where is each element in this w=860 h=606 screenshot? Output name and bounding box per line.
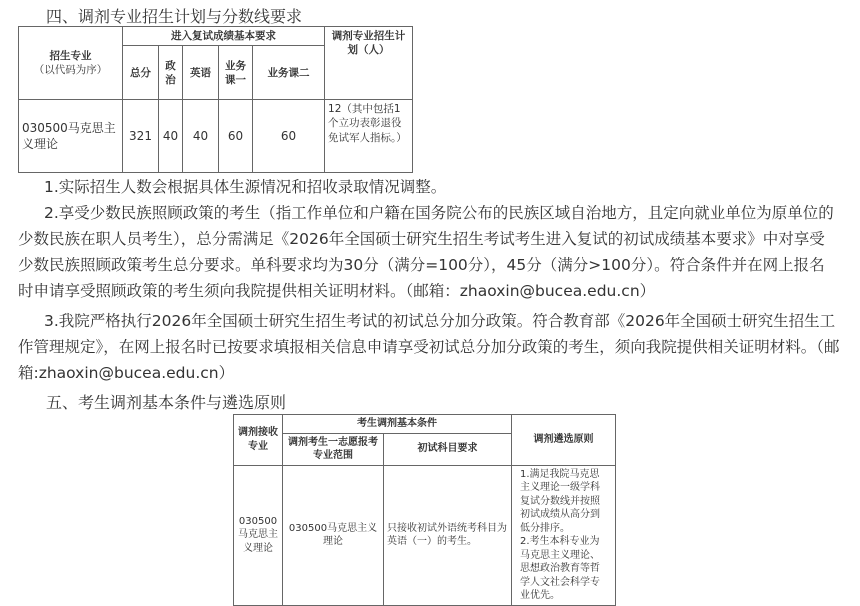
table-row — [19, 100, 413, 173]
header-receive-major: 调剂接收专业 — [234, 415, 283, 466]
section-4-heading: 四、调剂专业招生计划与分数线要求 — [46, 7, 303, 26]
row-english: 40 — [183, 100, 219, 173]
row-course1: 60 — [219, 100, 253, 173]
header-major-cell — [19, 27, 123, 100]
row-receive-major: 030500马克思主义理论 — [234, 465, 283, 605]
principle-item-2: 2.考生本科专业为马克思主义理论、思想政治教育等哲学人文社会科学专业优先。 — [520, 536, 600, 601]
header-exam-requirement: 初试科目要求 — [384, 433, 512, 465]
row-politics: 40 — [159, 100, 183, 173]
header-course1: 业务课一 — [219, 46, 253, 100]
header-english: 英语 — [183, 46, 219, 100]
admission-plan-table — [18, 26, 413, 173]
header-total: 总分 — [123, 46, 159, 100]
principle-item-1: 1.满足我院马克思主义理论一级学科复试分数线并按照初试成绩从高分到低分排序。 — [520, 468, 600, 534]
row-principle — [512, 465, 616, 605]
adjustment-conditions-table — [233, 414, 616, 606]
header-plan: 调剂专业招生计划（人） — [325, 27, 413, 100]
header-first-choice: 调剂考生一志愿报考专业范围 — [283, 433, 384, 465]
header-major-sub: （以代码为序） — [33, 64, 108, 77]
table-row — [234, 465, 616, 605]
row-first-choice: 030500马克思主义理论 — [283, 465, 384, 605]
section-5-heading: 五、考生调剂基本条件与遴选原则 — [46, 393, 287, 412]
header-conditions: 考生调剂基本条件 — [283, 415, 512, 434]
header-principle: 调剂遴选原则 — [512, 415, 616, 466]
note-paragraph-3: 3.我院严格执行2026年全国硕士研究生招生考试的初试总分加分政策。符合教育部《2026年全国硕士研究生招生工作管理规定》，在网上报名时已按要求填报相关信息申请享受初试总分加分政策的考生，须向我院提供相关证明材料。（邮箱:zhaoxin@bucea.edu.cn） — [18, 312, 840, 382]
row-total: 321 — [123, 100, 159, 173]
header-politics: 政治 — [159, 46, 183, 100]
row-major: 030500马克思主义理论 — [19, 100, 123, 173]
header-course2: 业务课二 — [253, 46, 325, 100]
header-requirements-group: 进入复试成绩基本要求 — [123, 27, 325, 46]
row-plan: 12（其中包括1个立功表彰退役免试军人指标。） — [325, 100, 413, 173]
header-major: 招生专业 — [49, 49, 92, 62]
note-paragraph-2: 2.享受少数民族照顾政策的考生（指工作单位和户籍在国务院公布的民族区域自治地方，且定向就业单位为原单位的少数民族在职人员考生），总分需满足《2026年全国硕士研究生招生考试考生进入复试的初试成绩基本要求》中对享受少数民族照顾政策考生总分要求。单科要求均为30分（满分=100分），45分（满分>100分）。符合条件并在网上报名时申请享受照顾政策的考生须向我院提供相关证明材料。（邮箱：zhaoxin@bucea.edu.cn） — [18, 204, 834, 300]
row-course2: 60 — [253, 100, 325, 173]
row-exam-requirement: 只接收初试外语统考科目为英语（一）的考生。 — [384, 465, 512, 605]
note-paragraph-1: 1.实际招生人数会根据具体生源情况和招收录取情况调整。 — [44, 178, 447, 196]
